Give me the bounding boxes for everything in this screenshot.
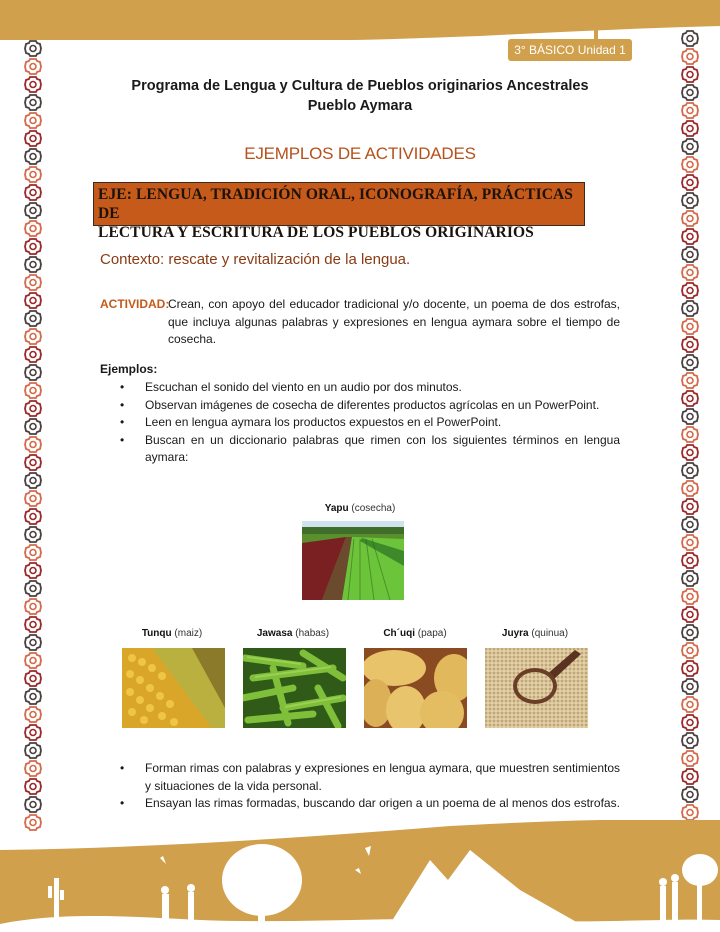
ornament-icon — [681, 624, 699, 641]
ornament-icon — [24, 760, 42, 777]
list-item — [100, 379, 620, 397]
ornament-icon — [24, 166, 42, 183]
ornament-icon — [24, 796, 42, 813]
bullet-icon: • — [120, 796, 125, 810]
ornament-icon — [24, 256, 42, 273]
ornament-icon — [24, 778, 42, 795]
field-of-crops-image — [302, 521, 404, 600]
ornament-icon — [681, 408, 699, 425]
ornament-icon — [24, 400, 42, 417]
eje-line-2: LECTURA Y ESCRITURA DE LOS PUEBLOS ORIGINARIOS — [98, 224, 534, 241]
ornament-icon — [681, 552, 699, 569]
ornament-icon — [681, 318, 699, 335]
ornament-icon — [24, 364, 42, 381]
ornament-icon — [24, 742, 42, 759]
bullet-icon: • — [120, 415, 125, 429]
caption-jawasa — [238, 628, 348, 639]
ornament-icon — [681, 498, 699, 515]
list-item — [100, 397, 620, 415]
ornament-icon — [681, 660, 699, 677]
ornament-icon — [24, 616, 42, 633]
caption-word: Ch´uqi — [383, 628, 415, 639]
ornament-icon — [681, 372, 699, 389]
list-item-text: Ensayan las rimas formadas, buscando dar origen a un poema de al menos dos estrofas. — [145, 796, 620, 810]
footer-landscape-illustration — [0, 820, 720, 932]
eje-line-1: EJE: LENGUA, TRADICIÓN ORAL, ICONOGRAFÍA, PRÁCTICAS DE — [98, 186, 574, 222]
ornament-icon — [24, 670, 42, 687]
caption-word: Tunqu — [141, 628, 172, 639]
caption-word: Juyra — [501, 628, 529, 639]
ornament-icon — [681, 48, 699, 65]
ornament-icon — [24, 562, 42, 579]
ornament-icon — [681, 300, 699, 317]
ornament-icon — [24, 598, 42, 615]
ornament-icon — [681, 732, 699, 749]
ornament-icon — [24, 346, 42, 363]
ornament-icon — [24, 724, 42, 741]
ornament-icon — [681, 696, 699, 713]
ornament-icon — [24, 382, 42, 399]
ornament-icon — [24, 292, 42, 309]
ornament-icon — [24, 418, 42, 435]
ornament-icon — [681, 246, 699, 263]
ornament-icon — [681, 588, 699, 605]
quinoa-image — [485, 648, 588, 728]
ornament-icon — [681, 228, 699, 245]
ornament-icon — [24, 310, 42, 327]
header-band — [0, 0, 720, 40]
bullet-icon: • — [120, 761, 125, 775]
ornament-icon — [681, 678, 699, 695]
people-name: Pueblo Aymara — [307, 98, 413, 114]
caption-tunqu — [117, 628, 227, 639]
caption-meaning: (quinua) — [531, 628, 569, 639]
caption-meaning: (maiz) — [174, 628, 203, 639]
green-beans-image — [243, 648, 346, 728]
examples-label: Ejemplos: — [100, 362, 158, 376]
ornament-icon — [681, 768, 699, 785]
ornament-icon — [681, 120, 699, 137]
ornament-icon — [24, 508, 42, 525]
potatoes-image — [364, 648, 467, 728]
caption-juyra — [480, 628, 590, 639]
ornament-icon — [24, 652, 42, 669]
unit-badge: 3° BÁSICO Unidad 1 — [508, 39, 632, 61]
section-title: EJEMPLOS DE ACTIVIDADES — [244, 144, 476, 163]
ornament-icon — [24, 238, 42, 255]
caption-meaning: (papa) — [417, 628, 447, 639]
ornament-icon — [681, 336, 699, 353]
list-item-text: Observan imágenes de cosecha de diferentes productos agrícolas en un PowerPoint. — [145, 397, 600, 412]
list-item-text: Forman rimas con palabras y expresiones en lengua aymara, que muestren sentimientos y situaciones de la vida personal. — [145, 761, 620, 793]
ornament-icon — [681, 390, 699, 407]
ornament-icon — [24, 274, 42, 291]
ornament-icon — [24, 58, 42, 75]
ornament-icon — [681, 606, 699, 623]
ornament-icon — [681, 534, 699, 551]
list-item — [100, 760, 620, 795]
ornament-icon — [24, 688, 42, 705]
bullet-icon: • — [120, 397, 125, 412]
bullet-icon: • — [120, 380, 125, 394]
ornament-icon — [24, 40, 42, 57]
caption-chuqi — [360, 628, 470, 639]
ornament-icon — [681, 714, 699, 731]
context-heading: Contexto: rescate y revitalización de la lengua. — [100, 251, 411, 268]
ornament-icon — [681, 516, 699, 533]
ornament-icon — [681, 426, 699, 443]
ornament-icon — [24, 634, 42, 651]
activity-label: ACTIVIDAD: — [100, 297, 170, 311]
ornament-icon — [24, 436, 42, 453]
ornament-icon — [681, 570, 699, 587]
ornament-icon — [24, 526, 42, 543]
bullet-icon: • — [120, 432, 125, 447]
list-item-text: Leen en lengua aymara los productos expuestos en el PowerPoint. — [145, 415, 502, 429]
ornament-icon — [24, 220, 42, 237]
caption-meaning: (habas) — [295, 628, 330, 639]
ornament-icon — [681, 282, 699, 299]
ornament-icon — [681, 354, 699, 371]
ornament-icon — [681, 30, 699, 47]
ornament-icon — [24, 454, 42, 471]
ornament-icon — [24, 544, 42, 561]
corn-image — [122, 648, 225, 728]
ornament-icon — [681, 264, 699, 281]
ornament-icon — [24, 472, 42, 489]
eje-box — [93, 182, 585, 241]
ornament-icon — [24, 706, 42, 723]
ornament-icon — [681, 804, 699, 821]
examples-list-after — [100, 760, 620, 813]
ornament-icon — [24, 490, 42, 507]
ornament-icon — [24, 184, 42, 201]
ornament-icon — [681, 462, 699, 479]
ornament-icon — [681, 786, 699, 803]
list-item-text: Buscan en un diccionario palabras que rimen con los siguientes términos en lengua aymara: — [145, 432, 620, 464]
list-item — [100, 414, 620, 432]
ornament-icon — [24, 328, 42, 345]
program-title-line: Programa de Lengua y Cultura de Pueblos originarios Ancestrales — [131, 78, 589, 94]
caption-word: Yapu — [324, 503, 349, 514]
examples-list-before — [100, 379, 620, 467]
caption-yapu — [300, 503, 420, 514]
ornament-icon — [681, 444, 699, 461]
activity-text: Crean, con apoyo del educador tradicional y/o docente, un poema de dos estrofas, que incluya algunas palabras y expresiones en lengua aymara sobre el tiempo de cosecha. — [168, 297, 620, 346]
ornament-icon — [681, 750, 699, 767]
ornament-icon — [681, 192, 699, 209]
list-item — [100, 432, 620, 467]
ornament-icon — [681, 174, 699, 191]
ornament-icon — [681, 210, 699, 227]
ornament-icon — [24, 580, 42, 597]
list-item-text: Escuchan el sonido del viento en un audio por dos minutos. — [145, 380, 462, 394]
program-title — [0, 76, 720, 116]
ornament-icon — [24, 202, 42, 219]
ornament-icon — [681, 642, 699, 659]
caption-word: Jawasa — [256, 628, 293, 639]
caption-meaning: (cosecha) — [351, 503, 396, 514]
ornament-icon — [681, 480, 699, 497]
activity-block — [100, 296, 620, 349]
list-item — [100, 795, 620, 813]
